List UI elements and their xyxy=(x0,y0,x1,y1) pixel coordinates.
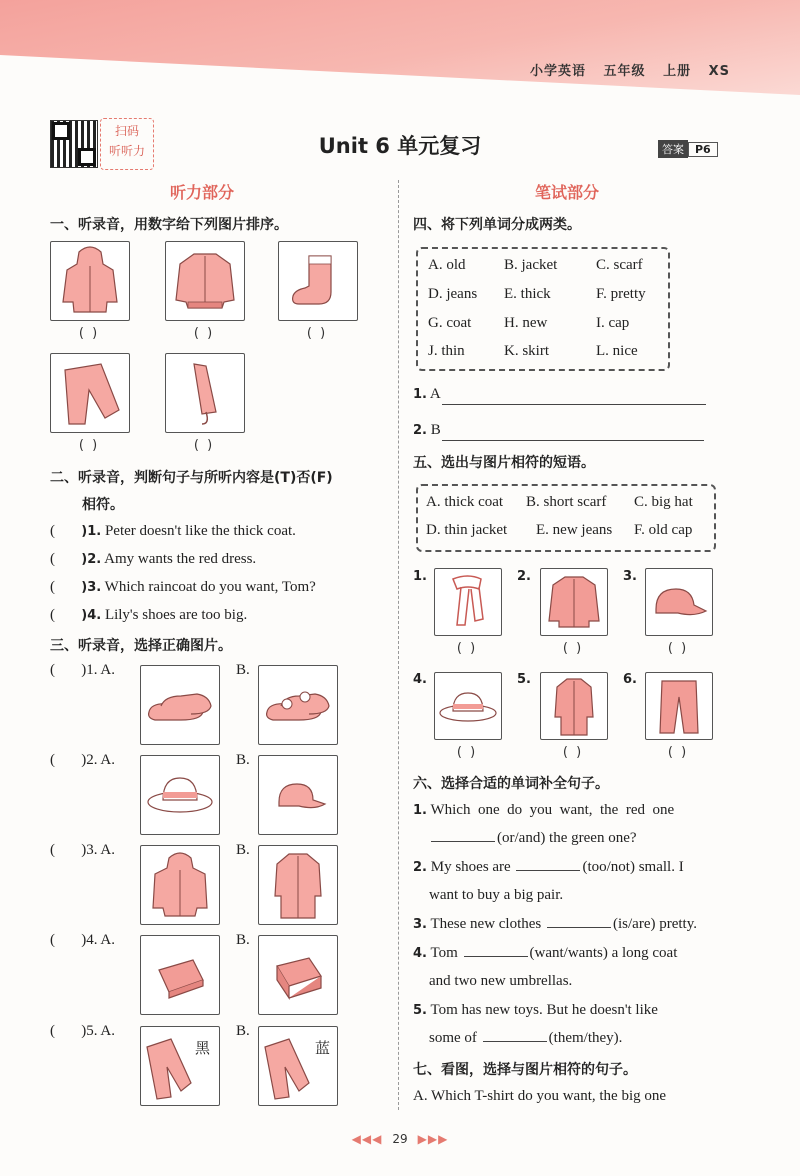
jacket-icon-2 xyxy=(541,569,607,635)
pants-label-blue: 蓝 xyxy=(315,1039,331,1057)
q1-paren-1[interactable]: ( ) xyxy=(78,326,100,341)
q3-3b-pic[interactable] xyxy=(258,845,338,925)
q6-num-5: 5. xyxy=(413,1003,427,1018)
pants-icon xyxy=(51,354,129,432)
q5-num-2-text: 2. xyxy=(517,569,531,584)
coat-hood-icon xyxy=(51,242,129,320)
q3-num-1[interactable]: )1. A. xyxy=(81,662,115,678)
q4-ans-letter-2: B xyxy=(430,422,441,438)
q2-item-4: ( )4. Lily's shoes are too big. xyxy=(50,607,248,623)
q6-blank-4[interactable] xyxy=(464,956,528,957)
q6-line-5 xyxy=(413,1002,658,1019)
q4-row-1 xyxy=(428,257,643,274)
q3-row-1: ( )1. A. xyxy=(50,662,115,678)
q4-ans-num-1: 1. xyxy=(413,387,427,402)
q5-paren-1[interactable]: ( ) xyxy=(456,641,478,656)
word-g: G. coat xyxy=(428,315,472,331)
answer-label: 答案 xyxy=(658,140,688,158)
q5-num-1-text: 1. xyxy=(413,569,427,584)
long-coat-icon xyxy=(259,846,337,924)
q4-row-3 xyxy=(428,315,629,332)
q1-pic-pants xyxy=(50,353,130,433)
q6-line-4 xyxy=(413,945,677,962)
q4-row-4 xyxy=(428,343,638,360)
q6-num-1: 1. xyxy=(413,803,427,818)
q3-row-2: ( )2. A. xyxy=(50,752,115,768)
q5-num-3-text: 3. xyxy=(623,569,637,584)
q2-text-3: Which raincoat do you want, Tom? xyxy=(104,579,316,595)
header-banner xyxy=(0,0,800,95)
q6-line-2b: want to buy a big pair. xyxy=(429,887,564,903)
book-icon xyxy=(141,936,219,1014)
jacket-icon xyxy=(166,242,244,320)
q3-1a-pic[interactable] xyxy=(140,665,220,745)
q1-paren-2[interactable]: ( ) xyxy=(193,326,215,341)
word-a: A. old xyxy=(428,257,466,273)
q5-num-4-text: 4. xyxy=(413,672,427,687)
q5-num-1 xyxy=(413,568,427,585)
q2-text-1: Peter doesn't like the thick coat. xyxy=(104,523,296,539)
q2-item-1: ( )1. Peter doesn't like the thick coat. xyxy=(50,523,296,539)
header-info xyxy=(518,60,730,79)
q5-phrase-box xyxy=(416,484,716,552)
word-e: E. thick xyxy=(504,286,551,302)
q3-row-4: ( )4. A. xyxy=(50,932,115,948)
word-k: K. skirt xyxy=(504,343,549,359)
volume: 上册 xyxy=(663,64,692,79)
q3-2a-pic[interactable] xyxy=(140,755,220,835)
q5-num-5-text: 5. xyxy=(517,672,531,687)
q3-row-3: ( )3. A. xyxy=(50,842,115,858)
q1-paren-4[interactable]: ( ) xyxy=(78,438,100,453)
q5-paren-2[interactable]: ( ) xyxy=(562,641,584,656)
q2-prompt-2: 相符。 xyxy=(82,497,124,513)
grade: 五年级 xyxy=(603,64,646,79)
q6-text-2b: (too/not) small. I xyxy=(582,859,684,875)
q6-line-1 xyxy=(413,802,674,819)
word-h: H. new xyxy=(504,315,548,331)
q4-ans-num-2: 2. xyxy=(413,423,427,438)
q6-line-3 xyxy=(413,916,697,933)
cap-icon-2 xyxy=(646,569,712,635)
q5-pic-6 xyxy=(645,672,713,740)
q6-blank-1[interactable] xyxy=(431,841,495,842)
q1-pic-umbrella xyxy=(165,353,245,433)
q6-blank-5[interactable] xyxy=(483,1041,547,1042)
word-d: D. jeans xyxy=(428,286,478,302)
scan-label-1: 扫码 xyxy=(114,124,139,138)
q7-line: A. Which T-shirt do you want, the big one xyxy=(413,1088,667,1104)
q3-num-2[interactable]: )2. A. xyxy=(81,752,115,768)
q2-num-3[interactable]: )3. xyxy=(81,580,102,595)
page-number: 29 xyxy=(392,1132,408,1146)
sock-icon xyxy=(279,242,357,320)
page-footer xyxy=(0,1132,800,1146)
q3-3b-label: B. xyxy=(236,842,250,858)
q6-text-1b: (or/and) the green one? xyxy=(497,830,637,846)
q4-ans-letter-1: A xyxy=(429,386,441,402)
q6-text-2a: My shoes are xyxy=(430,859,511,875)
q2-item-3: ( )3. Which raincoat do you want, Tom? xyxy=(50,579,316,595)
q5-num-3 xyxy=(623,568,637,585)
scarf-icon xyxy=(435,569,501,635)
flat-shoes-icon xyxy=(141,666,219,744)
pants-label-black: 黑 xyxy=(195,1039,211,1057)
q6-text-3b: (is/are) pretty. xyxy=(613,916,698,932)
coat-icon xyxy=(541,673,607,739)
q2-text-2: Amy wants the red dress. xyxy=(104,551,257,567)
cap-icon xyxy=(259,756,337,834)
q6-line-2 xyxy=(413,859,684,876)
q2-text-4: Lily's shoes are too big. xyxy=(104,607,248,623)
q2-item-2: ( )2. Amy wants the red dress. xyxy=(50,551,257,567)
phrase-f: F. old cap xyxy=(634,522,693,538)
q5-pic-2 xyxy=(540,568,608,636)
jeans-icon xyxy=(646,673,712,739)
q3-4b-pic[interactable] xyxy=(258,935,338,1015)
q2-num-1[interactable]: )1. xyxy=(81,524,102,539)
q6-text-5b: (them/they). xyxy=(548,1030,623,1046)
q3-5b-pic[interactable] xyxy=(258,1026,338,1106)
umbrella-icon xyxy=(166,354,244,432)
q4-answer-1 xyxy=(413,386,441,403)
q5-num-6 xyxy=(623,671,637,688)
q6-text-1: Which one do you want, the red one xyxy=(430,802,675,818)
q4-prompt: 四、将下列单词分成两类。 xyxy=(413,217,581,233)
q6-text-3a: These new clothes xyxy=(430,916,542,932)
q1-paren-3[interactable]: ( ) xyxy=(306,326,328,341)
subject: 小学英语 xyxy=(529,64,586,79)
hood-jacket-icon xyxy=(141,846,219,924)
q5-num-6-text: 6. xyxy=(623,672,637,687)
q6-line-4b: and two new umbrellas. xyxy=(429,973,573,989)
q5-prompt: 五、选出与图片相符的短语。 xyxy=(413,455,595,471)
q3-4b-label: B. xyxy=(236,932,250,948)
q4-word-box xyxy=(416,247,670,371)
q6-text-4a: Tom xyxy=(430,945,458,961)
q6-line-1b xyxy=(429,830,637,847)
q3-num-3[interactable]: )3. A. xyxy=(81,842,115,858)
q1-pic-coat xyxy=(50,241,130,321)
q6-text-5a: some of xyxy=(429,1030,477,1046)
sun-hat-icon xyxy=(141,756,219,834)
q5-paren-4[interactable]: ( ) xyxy=(456,745,478,760)
written-section-title: 笔试部分 xyxy=(535,183,600,202)
q3-3a-pic[interactable] xyxy=(140,845,220,925)
q1-prompt: 一、听录音，用数字给下列图片排序。 xyxy=(50,217,288,233)
q5-num-2 xyxy=(517,568,531,585)
q5-paren-3[interactable]: ( ) xyxy=(667,641,689,656)
q5-row-2 xyxy=(426,522,692,539)
q3-row-5: ( )5. A. xyxy=(50,1023,115,1039)
q6-blank-2[interactable] xyxy=(516,870,580,871)
hat-icon xyxy=(435,673,501,739)
column-divider xyxy=(398,180,399,1110)
q5-num-5 xyxy=(517,671,531,688)
q3-prompt: 三、听录音，选择正确图片。 xyxy=(50,638,232,654)
phrase-a: A. thick coat xyxy=(426,494,504,510)
q3-2b-label: B. xyxy=(236,752,250,768)
q4-answer-line-2[interactable] xyxy=(442,440,704,441)
q7-prompt: 七、看图，选择与图片相符的句子。 xyxy=(413,1062,637,1078)
q4-answer-2 xyxy=(413,422,441,439)
listening-section-title: 听力部分 xyxy=(170,183,235,202)
word-l: L. nice xyxy=(596,343,638,359)
q5-num-4 xyxy=(413,671,427,688)
word-f: F. pretty xyxy=(596,286,646,302)
edition: XS xyxy=(708,64,730,79)
q3-1b-pic[interactable] xyxy=(258,665,338,745)
scan-label-2: 听听力 xyxy=(108,144,145,158)
word-b: B. jacket xyxy=(504,257,558,273)
q6-prompt: 六、选择合适的单词补全句子。 xyxy=(413,776,609,792)
q5-pic-3 xyxy=(645,568,713,636)
q2-num-4[interactable]: )4. xyxy=(81,608,102,623)
q1-paren-5[interactable]: ( ) xyxy=(193,438,215,453)
q5-pic-4 xyxy=(434,672,502,740)
q3-5a-pic[interactable] xyxy=(140,1026,220,1106)
q6-blank-3[interactable] xyxy=(547,927,611,928)
word-j: J. thin xyxy=(428,343,465,359)
answer-page: P6 xyxy=(688,142,718,157)
phrase-e: E. new jeans xyxy=(536,522,613,538)
q3-num-4[interactable]: )4. A. xyxy=(81,932,115,948)
q4-answer-line-1[interactable] xyxy=(442,404,706,405)
q6-text-5: Tom has new toys. But he doesn't like xyxy=(430,1002,658,1018)
q2-num-2[interactable]: )2. xyxy=(81,552,102,567)
q3-num-5[interactable]: )5. A. xyxy=(81,1023,115,1039)
q6-num-4: 4. xyxy=(413,946,427,961)
word-c: C. scarf xyxy=(596,257,643,273)
q5-paren-6[interactable]: ( ) xyxy=(667,745,689,760)
word-i: I. cap xyxy=(596,315,630,331)
next-arrows-icon: ▶▶▶ xyxy=(417,1132,449,1146)
q6-line-5b xyxy=(429,1030,622,1047)
q3-5b-label: B. xyxy=(236,1023,250,1039)
q3-1b-label: B. xyxy=(236,662,250,678)
box-icon xyxy=(259,936,337,1014)
q5-paren-5[interactable]: ( ) xyxy=(562,745,584,760)
page-title: Unit 6 单元复习 xyxy=(318,134,482,158)
flower-shoes-icon xyxy=(259,666,337,744)
q3-2b-pic[interactable] xyxy=(258,755,338,835)
q6-num-3: 3. xyxy=(413,917,427,932)
q2-prompt: 二、听录音，判断句子与所听内容是(T)否(F) xyxy=(50,470,333,486)
q4-row-2 xyxy=(428,286,646,303)
q5-row-1 xyxy=(426,494,693,511)
q5-pic-5 xyxy=(540,672,608,740)
q6-text-4b: (want/wants) a long coat xyxy=(529,945,678,961)
phrase-d: D. thin jacket xyxy=(426,522,508,538)
prev-arrows-icon: ◀◀◀ xyxy=(351,1132,383,1146)
q1-pic-sock xyxy=(278,241,358,321)
q6-num-2: 2. xyxy=(413,860,427,875)
answer-ref xyxy=(658,138,718,158)
phrase-b: B. short scarf xyxy=(526,494,607,510)
q3-4a-pic[interactable] xyxy=(140,935,220,1015)
q1-pic-jacket xyxy=(165,241,245,321)
q5-pic-1 xyxy=(434,568,502,636)
phrase-c: C. big hat xyxy=(634,494,693,510)
